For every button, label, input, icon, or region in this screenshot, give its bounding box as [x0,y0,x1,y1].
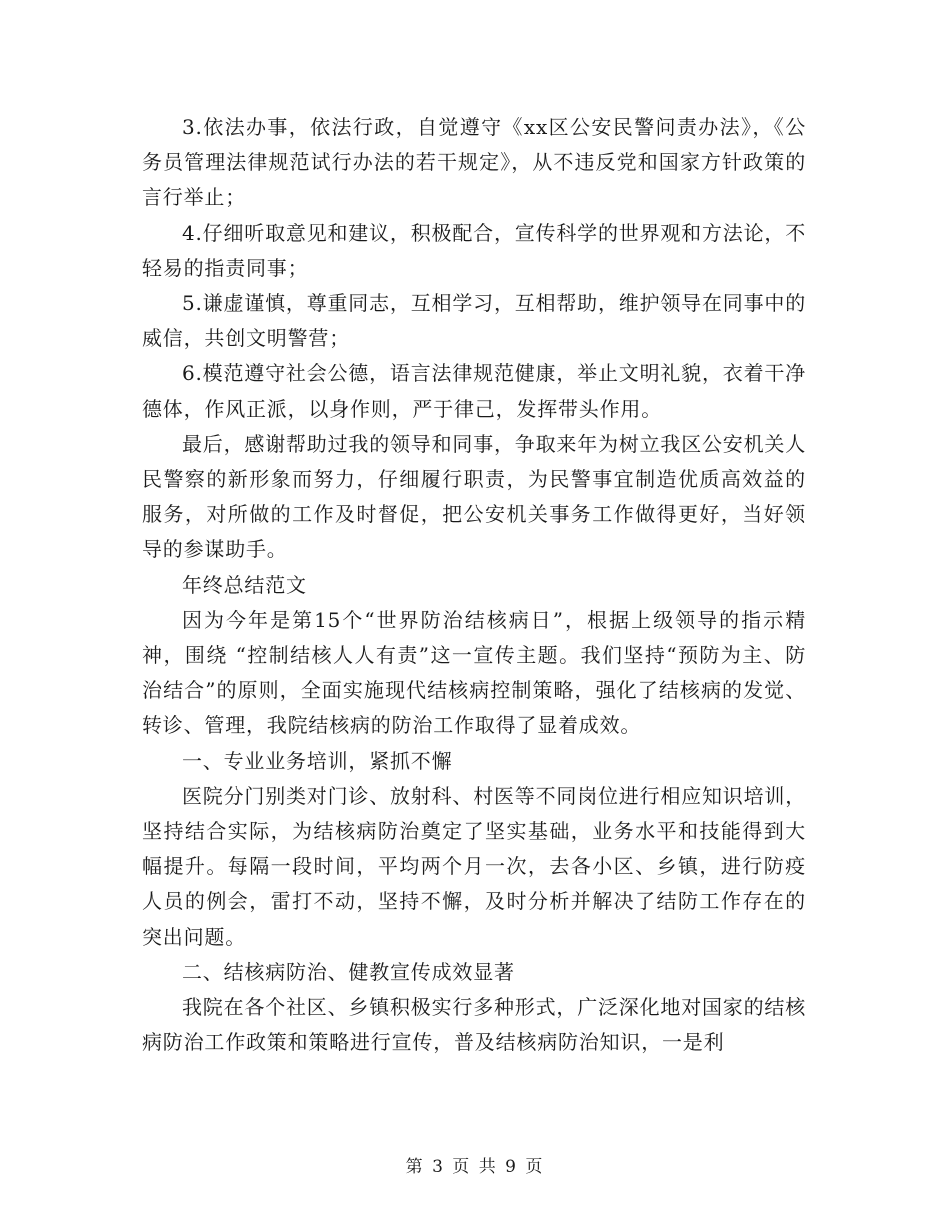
section-1-paragraph: 医院分门别类对门诊、放射科、村医等不同岗位进行相应知识培训，坚持结合实际，为结核病防治奠定了坚实基础，业务水平和技能得到大幅提升。每隔一段时间，平均两个月一次，去各小区、乡镇，进行防疫人员的例会，雷打不动，坚持不懈，及时分析并解决了结防工作存在的突出问题。 [142,783,806,949]
closing-paragraph: 最后，感谢帮助过我的领导和同事，争取来年为树立我区公安机关人民警察的新形象而努力，仔细履行职责，为民警事宜制造优质高效益的服务，对所做的工作及时督促，把公安机关事务工作做得更好，当好领导的参谋助手。 [142,431,806,562]
intro-paragraph: 因为今年是第15个“世界防治结核病日”，根据上级领导的指示精神，围绕 “控制结核人人有责”这一宣传主题。我们坚持“预防为主、防治结合”的原则，全面实施现代结核病控制策略，强化了结核病的发觉、转诊、管理，我院结核病的防治工作取得了显着成效。 [142,607,806,738]
list-item-4: 4.仔细听取意见和建议，积极配合，宣传科学的世界观和方法论，不轻易的指责同事； [142,220,806,280]
section-heading-1: 一、专业业务培训，紧抓不懈 [182,748,453,773]
section-2-paragraph: 我院在各个社区、乡镇积极实行多种形式，广泛深化地对国家的结核病防治工作政策和策略进行宣传，普及结核病防治知识，一是利 [142,995,806,1055]
list-item-3: 3.依法办事，依法行政，自觉遵守《xx区公安民警问责办法》，《公务员管理法律规范试行办法的若干规定》，从不违反党和国家方针政策的言行举止； [142,115,806,210]
page-number-footer: 第 3 页 共 9 页 [405,1157,545,1177]
section-title: 年终总结范文 [182,572,307,597]
list-item-5: 5.谦虚谨慎，尊重同志，互相学习，互相帮助，维护领导在同事中的威信，共创文明警营； [142,291,806,351]
list-item-6: 6.模范遵守社会公德，语言法律规范健康，举止文明礼貌，衣着干净德体，作风正派，以身作则，严于律己，发挥带头作用。 [142,361,806,421]
document-body [142,110,806,1060]
section-heading-2: 二、结核病防治、健教宣传成效显著 [182,959,515,984]
